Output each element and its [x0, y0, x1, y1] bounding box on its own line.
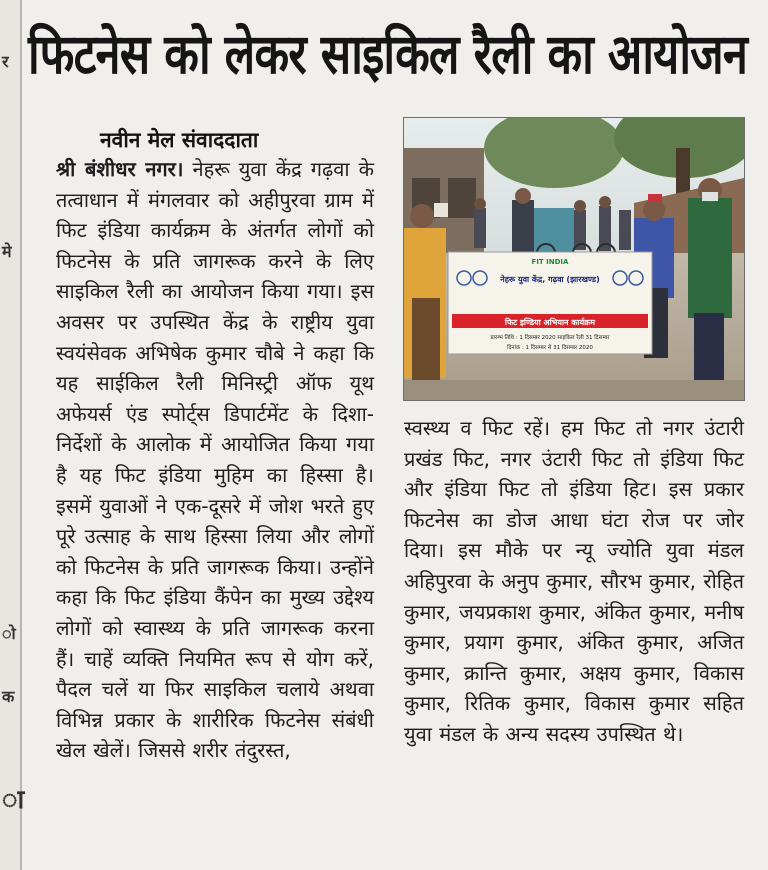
- edge-glyph: र: [2, 52, 9, 71]
- article-body-right: स्वस्थ्य व फिट रहें। हम फिट तो नगर उंटारी प्रखंड फिट, नगर उंटारी फिट तो इंडिया फिट और इंडिया फिट तो इंडिया हिट। इस प्रकार फिटनेस का डोज आधा घंटा रोज पर जोर दिया। इस मौके पर न्यू ज्योति युवा मंडल अहिपुरवा के अनुप कुमार, सौरभ कुमार, रोहित कुमार, जयप्रकाश कुमार, अंकित कुमार, मनीष कुमार, प्रयाग कुमार, अंकित कुमार, अजित कुमार, क्रान्ति कुमार, अक्षय कुमार, विकास कुमार, रितिक कुमार, विकास कुमार सहित युवा मंडल के अन्य सदस्य उपस्थित थे।: [404, 416, 744, 746]
- edge-glyph: ा: [2, 785, 25, 815]
- byline: नवीन मेल संवाददाता: [100, 128, 259, 152]
- banner-title: फिट इण्डिया अभियान कार्यक्रम: [504, 318, 596, 327]
- banner-line4: दिनांक : 1 दिसम्बर से 31 दिसम्बर 2020: [507, 345, 593, 351]
- edge-glyph: ो: [2, 624, 16, 643]
- banner-line3: प्रारम्भ तिथि : 1 दिसम्बर 2020 साइकिल रैली 31 दिसम्बर: [490, 335, 610, 341]
- headline: फिटनेस को लेकर साइकिल रैली का आयोजन: [28, 22, 748, 86]
- dateline: श्री बंशीधर नगर।: [56, 157, 184, 181]
- rally-photo-illustration: [404, 118, 744, 400]
- adjacent-column-edge: [0, 0, 25, 870]
- body-text-left: नेहरू युवा केंद्र गढ़वा के तत्वाधान में मंगलवार को अहीपुरवा ग्राम में फिट इंडिया कार्यक्रम के अंतर्गत लोगों को फिटनेस के प्रति जागरूक करने के लिए साइकिल रैली का आयोजन किया गया। इस अवसर पर उपस्थित केंद्र के राष्ट्रीय युवा स्वयंसेवक अभिषेक कुमार चौबे ने कहा कि यह साईकिल रैली मिनिस्ट्री ऑफ यूथ अफेयर्स एंड स्पोर्ट्स डिपार्टमेंट के दिशा-निर्देशों के आलोक में आयोजित किया गया है यह फिट इंडिया मुहिम का हिस्सा है। इसमें युवाओं ने एक-दूसरे में जोश भरते हुए पूरे उत्साह के साथ हिस्सा लिया और लोगों को फिटनेस के प्रति जागरूक किया। उन्होंने कहा कि फिट इंडिया कैंपेन का मुख्य उद्देश्य लोगों को स्वास्थ्य के प्रति जागरूक करना हैं। चाहें व्यक्ति नियमित रूप से योग करें, पैदल चलें या फिर साइकिल चलाये अथवा विभिन्न प्रकार के शारीरिक फिटनेस संबंधी खेल खेलें। जिससे शरीर तंदुरस्त,: [56, 157, 374, 763]
- edge-glyph: मे: [2, 242, 12, 261]
- article-body-left: [56, 154, 374, 854]
- banner-logo: FIT INDIA: [531, 258, 569, 266]
- edge-glyph: क: [2, 687, 15, 706]
- banner-line1: नेहरू युवा केंद्र, गढ़वा (झारखण्ड): [500, 275, 600, 284]
- rally-photo: [403, 117, 745, 401]
